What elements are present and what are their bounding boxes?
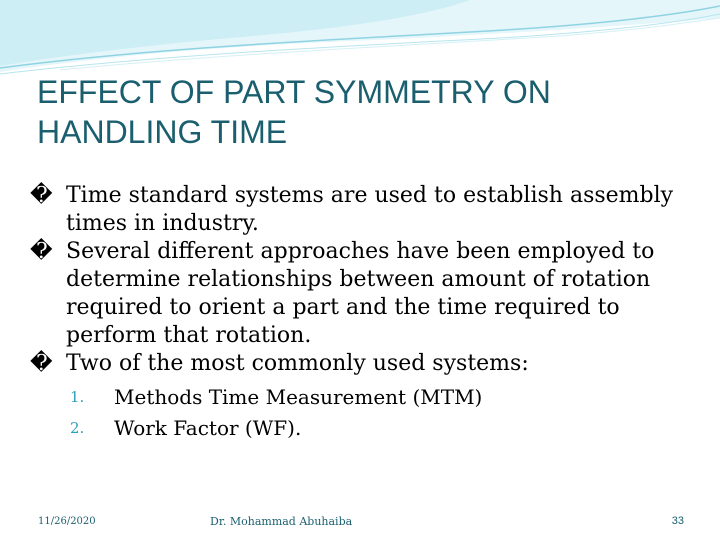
footer-author: Dr. Mohammad Abuhaiba	[210, 515, 353, 528]
item-number: 2.	[70, 419, 85, 437]
item-number: 1.	[70, 388, 85, 406]
bullet-item	[30, 350, 690, 378]
item-text: Work Factor (WF).	[114, 416, 302, 440]
footer-date: 11/26/2020	[38, 516, 96, 527]
slide-body	[30, 182, 690, 444]
bullet-text: Two of the most commonly used systems:	[66, 351, 529, 376]
bullet-glyph-icon: �	[30, 239, 53, 264]
numbered-item	[30, 382, 690, 413]
bullet-glyph-icon: �	[30, 183, 53, 208]
bullet-item	[30, 182, 690, 238]
item-text: Methods Time Measurement (MTM)	[114, 385, 483, 409]
bullet-text: Several different approaches have been employed to determine relationships between amount of rotation required to orient a part and the time required to perform that rotation.	[66, 239, 655, 348]
page-number: 33	[671, 515, 684, 527]
bullet-item	[30, 238, 690, 350]
slide-title: EFFECT OF PART SYMMETRY ON HANDLING TIME	[37, 74, 551, 150]
numbered-item	[30, 413, 690, 444]
bullet-glyph-icon: �	[30, 351, 53, 376]
bullet-text: Time standard systems are used to establish assembly times in industry.	[66, 183, 674, 236]
header-wave-decoration	[0, 0, 720, 80]
numbered-list	[30, 382, 690, 444]
